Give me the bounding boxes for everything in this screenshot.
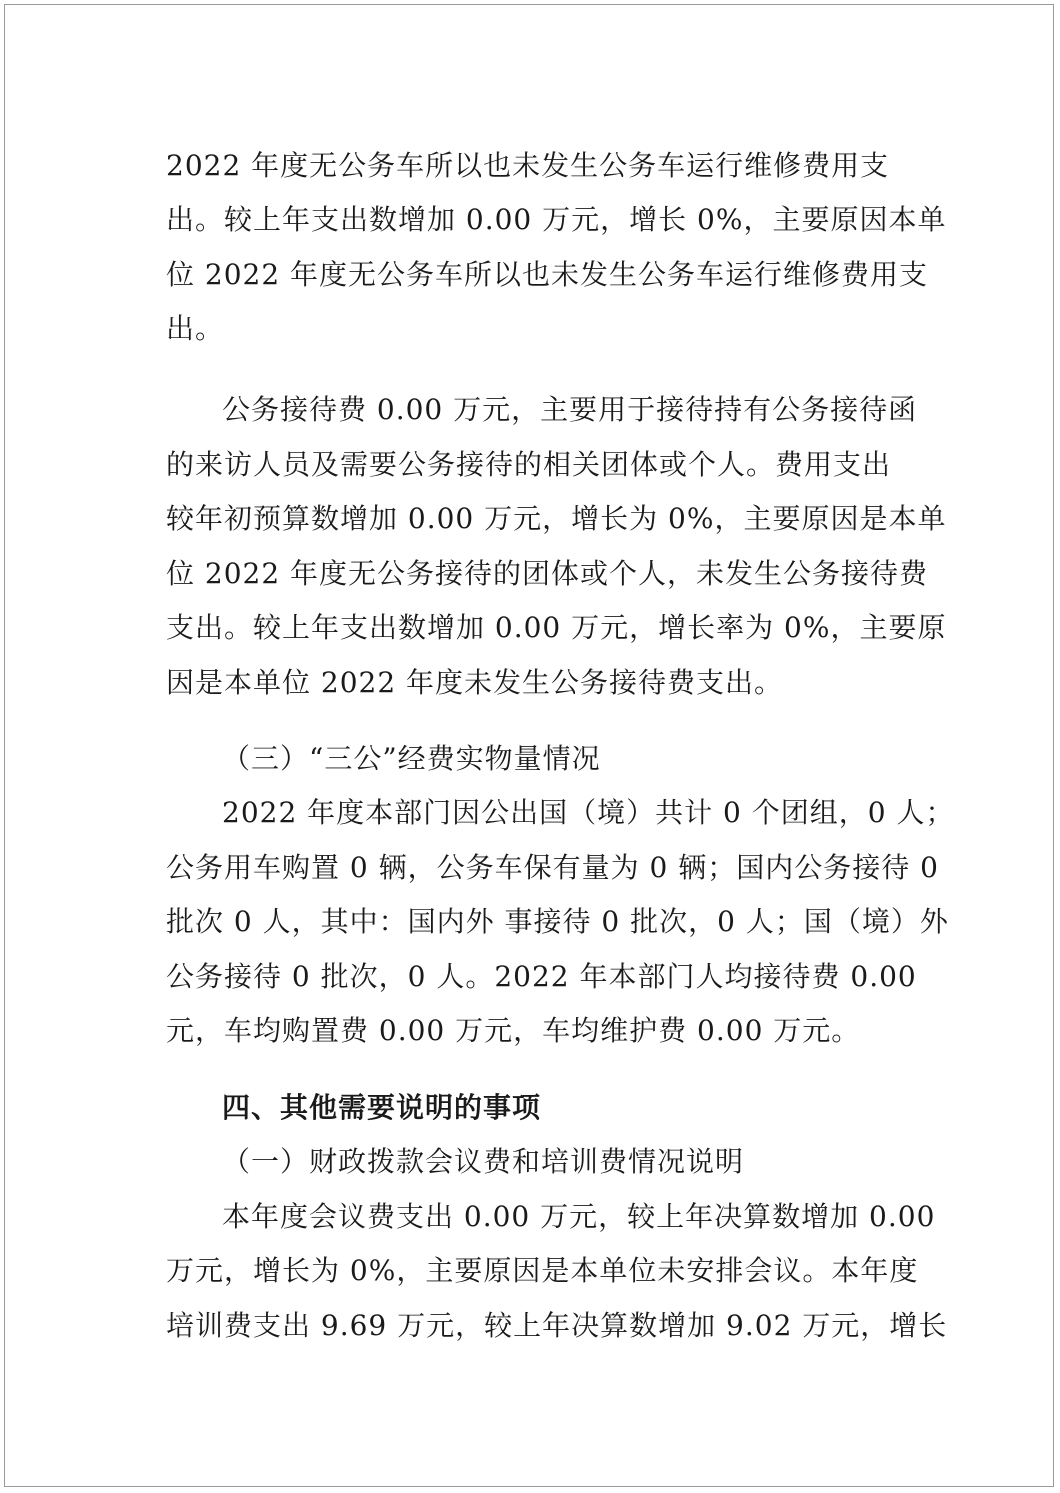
paragraph-line: 万元，增长为 0%，主要原因是本单位未安排会议。本年度 (166, 1254, 919, 1287)
paragraph-line: 出。 (166, 312, 225, 345)
paragraph-line: 元，车均购置费 0.00 万元，车均维护费 0.00 万元。 (166, 1014, 861, 1047)
paragraph-line: 2022 年度本部门因公出国（境）共计 0 个团组，0 人； (222, 796, 955, 829)
subheading-one: （一）财政拨款会议费和培训费情况说明 (222, 1145, 745, 1178)
subheading-three: （三）“三公”经费实物量情况 (222, 742, 601, 775)
paragraph-line: 公务用车购置 0 辆，公务车保有量为 0 辆；国内公务接待 0 (166, 851, 939, 884)
paragraph-line: 因是本单位 2022 年度未发生公务接待费支出。 (166, 666, 784, 699)
paragraph-line: 本年度会议费支出 0.00 万元，较上年决算数增加 0.00 (222, 1200, 936, 1233)
paragraph-line: 公务接待 0 批次，0 人。2022 年本部门人均接待费 0.00 (166, 960, 917, 993)
paragraph-line: 位 2022 年度无公务接待的团体或个人，未发生公务接待费 (166, 557, 929, 590)
paragraph-line: 培训费支出 9.69 万元，较上年决算数增加 9.02 万元，增长 (166, 1309, 948, 1342)
paragraph-line: 支出。较上年支出数增加 0.00 万元，增长率为 0%，主要原 (166, 611, 947, 644)
paragraph-line: 2022 年度无公务车所以也未发生公务车运行维修费用支 (166, 149, 890, 182)
paragraph-line: 公务接待费 0.00 万元，主要用于接待持有公务接待函 (222, 393, 918, 426)
paragraph-line: 较年初预算数增加 0.00 万元，增长为 0%，主要原因是本单 (166, 502, 947, 535)
paragraph-line: 批次 0 人，其中：国内外 事接待 0 批次，0 人；国（境）外 (166, 905, 949, 938)
paragraph-line: 出。较上年支出数增加 0.00 万元，增长 0%，主要原因本单 (166, 203, 947, 236)
paragraph-line: 的来访人员及需要公务接待的相关团体或个人。费用支出 (166, 448, 892, 481)
paragraph-line: 位 2022 年度无公务车所以也未发生公务车运行维修费用支 (166, 258, 929, 291)
section-four-heading: 四、其他需要说明的事项 (222, 1091, 542, 1124)
